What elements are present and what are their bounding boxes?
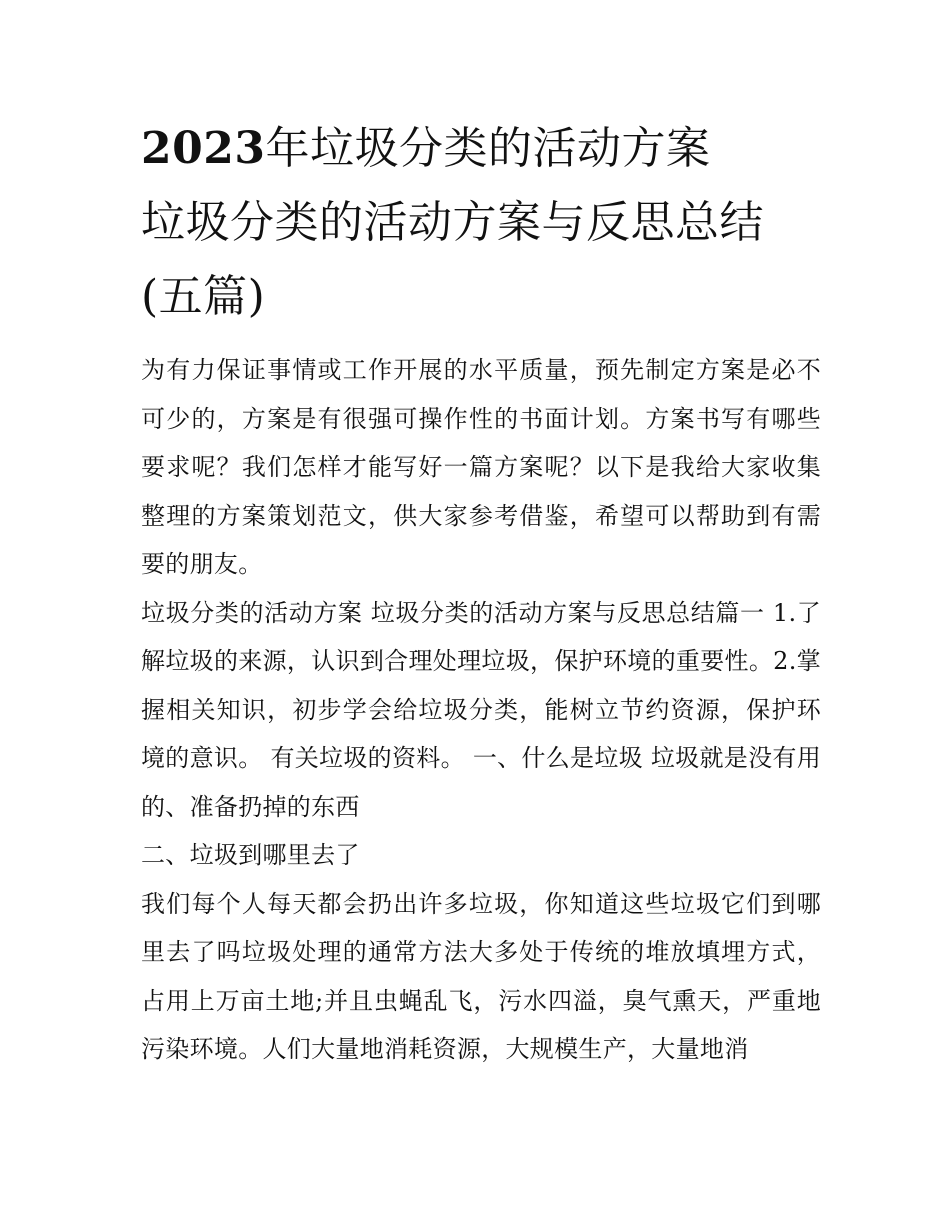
title-line2: 垃圾分类的活动方案与反思总结(五篇) [141, 197, 764, 322]
document-title [141, 112, 821, 334]
paragraph-section-one: 垃圾分类的活动方案 垃圾分类的活动方案与反思总结篇一 1.了解垃圾的来源，认识到合理处理垃圾，保护环境的重要性。2.掌握相关知识，初步学会给垃圾分类，能树立节约资源，保护环境的意识。 有关垃圾的资料。 一、什么是垃圾 垃圾就是没有用的、准备扔掉的东西 [141, 598, 821, 821]
title-year: 2023 [141, 123, 266, 174]
title-line1-rest: 年垃圾分类的活动方案 [265, 123, 711, 174]
paragraph-heading-two: 二、垃圾到哪里去了 [141, 841, 360, 869]
paragraph-body: 我们每个人每天都会扔出许多垃圾，你知道这些垃圾它们到哪里去了吗垃圾处理的通常方法大多处于传统的堆放填埋方式，占用上万亩土地;并且虫蝇乱飞，污水四溢，臭气熏天，严重地污染环境。人们大量地消耗资源，大规模生产，大量地消 [141, 889, 821, 1063]
paragraph-intro: 为有力保证事情或工作开展的水平质量，预先制定方案是必不可少的，方案是有很强可操作性的书面计划。方案书写有哪些要求呢？我们怎样才能写好一篇方案呢？以下是我给大家收集整理的方案策划范文，供大家参考借鉴，希望可以帮助到有需要的朋友。 [141, 356, 821, 578]
document-page [141, 112, 821, 1074]
title-block [141, 112, 821, 334]
